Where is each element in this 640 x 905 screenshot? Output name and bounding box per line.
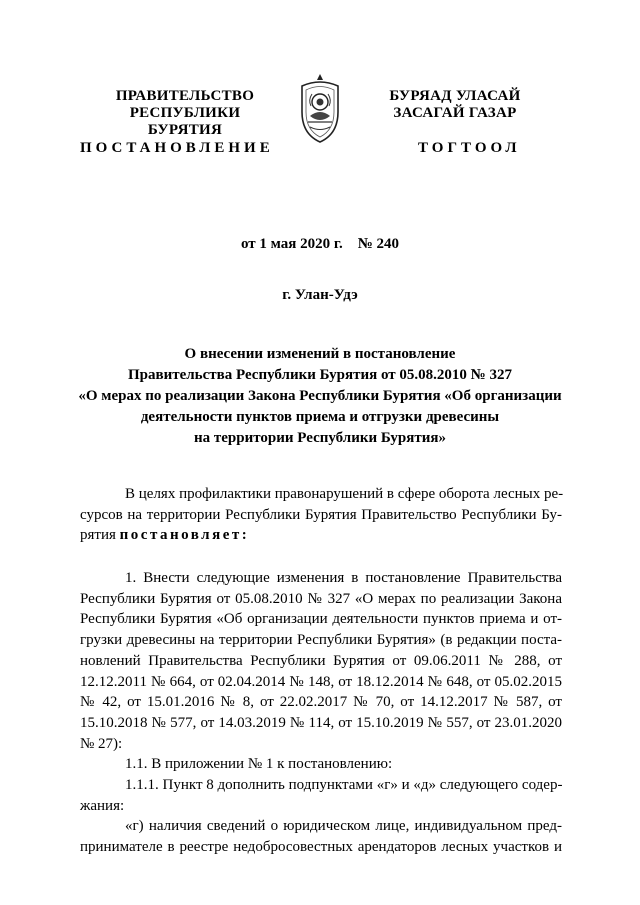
decree-date: от 1 мая 2020 г. <box>240 236 343 252</box>
header-left-line2: РЕСПУБЛИКИ БУРЯТИЯ <box>129 105 241 138</box>
header-right-line2: ЗАСАГАЙ ГАЗАР <box>393 105 517 121</box>
doc-type-buryat: ТОГТООЛ <box>418 140 521 156</box>
decree-keyword: постановляет: <box>119 527 250 544</box>
decree-body <box>80 484 562 858</box>
header-left <box>95 88 275 139</box>
body-line <box>80 525 562 546</box>
body-line: «г) наличия сведений о юридическом лице, индивидуальном пред- <box>125 818 562 835</box>
decree-title <box>70 344 570 449</box>
body-line: Республики Бурятия «Об организации деятельности пунктов приема и от- <box>80 611 562 628</box>
body-line: 1.1.1. Пункт 8 дополнить подпунктами «г» и «д» следующего содер- <box>125 776 563 793</box>
body-line: новлений Правительства Республики Бурятия от 09.06.2011 № 288, от <box>80 652 562 669</box>
body-line: грузки древесины на территории Республики Бурятия» (в редакции поста- <box>80 632 562 649</box>
body-line: № 27): <box>80 735 123 752</box>
title-line: на территории Республики Бурятия» <box>193 430 447 446</box>
decree-number: № 240 <box>357 236 400 252</box>
body-line: Республики Бурятия от 05.08.2010 № 327 «О мерах по реализации Закона <box>80 590 562 607</box>
title-line: О внесении изменений в постановление <box>184 346 456 362</box>
header-right-line1: БУРЯАД УЛАСАЙ <box>389 88 521 104</box>
body-line: жания: <box>80 797 125 814</box>
body-line: 1. Внести следующие изменения в постановление Правительства <box>125 570 562 587</box>
body-line: принимателе в реестре недобросовестных арендаторов лесных участков и <box>80 839 562 855</box>
header-left-line1: ПРАВИТЕЛЬСТВО <box>115 88 255 104</box>
body-line: 15.10.2018 № 577, от 14.03.2019 № 114, от 15.10.2019 № 557, от 23.01.2020 <box>80 714 562 731</box>
body-line: № 42, от 15.01.2016 № 8, от 22.02.2017 № 70, от 14.12.2017 № 587, от <box>80 694 562 711</box>
city: г. Улан-Удэ <box>282 287 358 303</box>
title-line: Правительства Республики Бурятия от 05.08.2010 № 327 <box>127 367 512 383</box>
body-line: В целях профилактики правонарушений в сфере оборота лесных ре- <box>125 486 564 502</box>
body-text: рятия <box>80 527 120 544</box>
date-number-line <box>0 236 640 253</box>
body-line: 12.12.2011 № 664, от 02.04.2014 № 148, от 18.12.2014 № 648, от 05.02.2015 <box>80 673 562 690</box>
title-line: деятельности пунктов приема и отгрузки древесины <box>140 409 500 425</box>
coat-of-arms-emblem <box>296 72 344 146</box>
body-line: сурсов на территории Республики Бурятия Правительство Республики Бу- <box>80 506 562 523</box>
title-line: «О мерах по реализации Закона Республики Бурятия «Об организации <box>78 388 562 404</box>
body-line: 1.1. В приложении № 1 к постановлению: <box>125 756 393 773</box>
doc-type-russian: ПОСТАНОВЛЕНИЕ <box>80 140 274 156</box>
header-right <box>365 88 545 122</box>
